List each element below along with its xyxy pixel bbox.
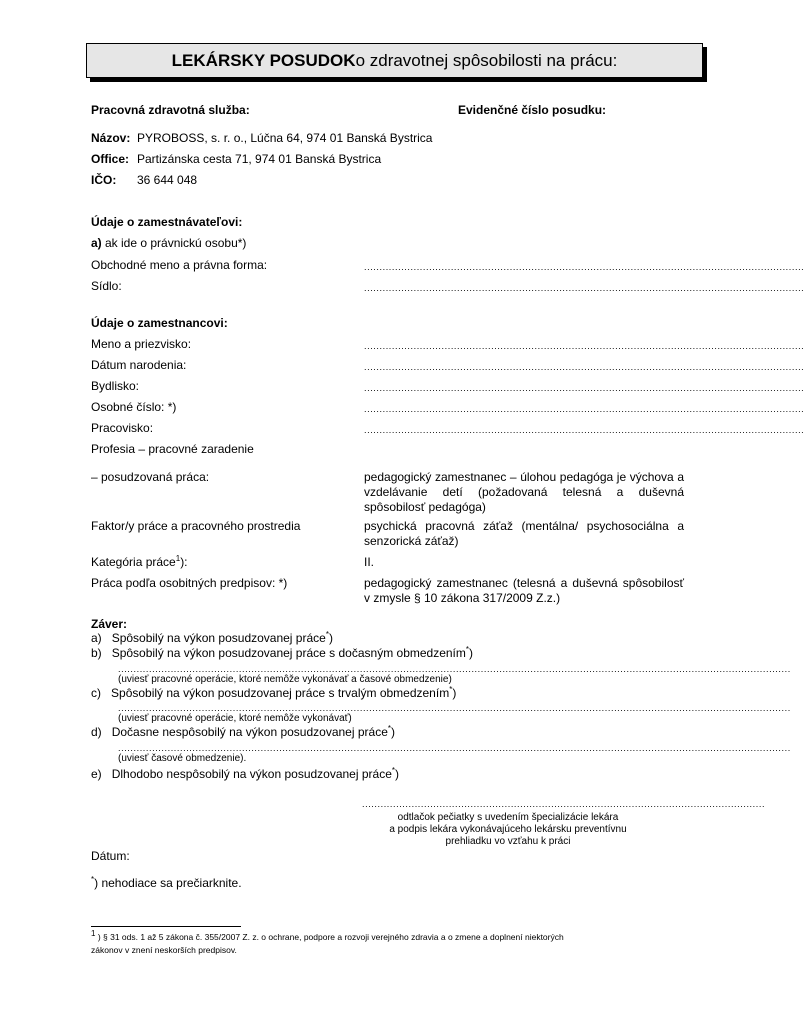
title-box [86, 43, 703, 78]
employer-sub-letter: a) [91, 236, 102, 250]
provider-ico-value: 36 644 048 [137, 173, 198, 187]
work-value: pedagogický zamestnanec – úlohou pedagóga je výchova a vzdelávanie detí (požadovaná telesná a duševná spôsobilosť pedagóga) [364, 470, 684, 514]
provider-name-label: Názov: [91, 131, 131, 145]
star-mark: * [449, 685, 453, 694]
conclusion-heading: Záver: [91, 617, 128, 631]
employee-field-label: Bydlisko: [91, 379, 140, 393]
employee-heading: Údaje o zamestnancovi: [91, 316, 228, 330]
star-mark: * [325, 630, 329, 639]
conclusion-text: Spôsobilý na výkon posudzovanej práce [111, 631, 326, 645]
employee-birthdate-blank[interactable]: .............................................................................................................................................. [364, 362, 804, 372]
conclusion-item-e[interactable] [91, 767, 399, 781]
employer-heading: Údaje o zamestnávateľovi: [91, 215, 243, 229]
factors-value: psychická pracovná záťaž (mentálna/ psychosociálna a senzorická záťaž) [364, 519, 684, 548]
footnote-mark: 1 [91, 929, 96, 939]
employee-number-blank[interactable]: .............................................................................................................................................. [364, 404, 804, 414]
special-label: Práca podľa osobitných predpisov: *) [91, 576, 288, 590]
title-rest: o zdravotnej spôsobilosti na prácu: [355, 50, 618, 70]
conclusion-b-blank[interactable]: ......................................................................................................................................................................................................................... [118, 664, 791, 674]
conclusion-c-blank[interactable]: ......................................................................................................................................................................................................................... [118, 703, 791, 713]
category-footnote-mark: 1 [175, 554, 181, 563]
employer-seat-blank[interactable]: .............................................................................................................................................. [364, 283, 804, 293]
footnote-line-1 [91, 929, 564, 942]
provider-name-value: PYROBOSS, s. r. o., Lúčna 64, 974 01 Banská Bystrica [137, 131, 433, 145]
conclusion-c-note: (uviesť pracovné operácie, ktoré nemôže vykonávať) [118, 713, 352, 724]
conclusion-letter: c) [91, 686, 101, 700]
employer-subheading [91, 236, 246, 250]
date-label: Dátum: [91, 849, 130, 863]
employer-field-label: Obchodné meno a právna forma: [91, 258, 268, 272]
paren-mark: ) [469, 646, 474, 660]
conclusion-text: Spôsobilý na výkon posudzovanej práce s trvalým obmedzením [111, 686, 450, 700]
paren-mark: ) [328, 631, 333, 645]
employee-workplace-blank[interactable]: .............................................................................................................................................. [364, 425, 804, 435]
employee-address-blank[interactable]: .............................................................................................................................................. [364, 383, 804, 393]
evidence-label: Evidenčné číslo posudku: [458, 103, 607, 117]
paren-mark: ) [391, 725, 395, 739]
work-label: – posudzovaná práca: [91, 470, 210, 484]
special-value: pedagogický zamestnanec (telesná a duševná spôsobilosť v zmysle § 10 zákona 317/2009 Z.z.) [364, 576, 684, 605]
employer-name-blank[interactable]: .............................................................................................................................................. [364, 262, 804, 272]
employer-field-label: Sídlo: [91, 279, 122, 293]
stamp-line: a podpis lekára vykonávajúceho lekársku preventívnu [389, 824, 627, 835]
star-mark: * [465, 645, 470, 654]
category-label-text: Kategória práce [91, 555, 176, 569]
conclusion-d-blank[interactable]: ......................................................................................................................................................................................................................... [118, 743, 791, 753]
conclusion-item-d[interactable] [91, 725, 395, 739]
provider-ico-label: IČO: [91, 173, 117, 187]
footnote-divider [91, 926, 241, 927]
category-value: II. [364, 555, 375, 569]
star-mark: * [91, 875, 95, 884]
conclusion-letter: e) [91, 767, 102, 781]
stamp-line: odtlačok pečiatky s uvedením špecializácie lekára [397, 812, 619, 823]
service-label: Pracovná zdravotná služba: [91, 103, 250, 117]
factors-label: Faktor/y práce a pracovného prostredia [91, 519, 301, 533]
conclusion-item-a[interactable] [91, 631, 333, 645]
paren-mark: ) [395, 767, 400, 781]
strike-note-text: ) nehodiace sa prečiarknite. [94, 876, 242, 890]
strike-note [91, 876, 242, 890]
conclusion-text: Dlhodobo nespôsobilý na výkon posudzovanej práce [111, 767, 392, 781]
conclusion-b-note: (uviesť pracovné operácie, ktoré nemôže vykonávať a časové obmedzenie) [118, 674, 452, 685]
conclusion-letter: a) [91, 631, 102, 645]
footnote-line-2: zákonov v znení neskorších predpisov. [91, 945, 237, 955]
employee-field-label: Pracovisko: [91, 421, 154, 435]
paren-mark: ) [452, 686, 457, 700]
document-title [86, 43, 703, 78]
employee-profesia-label: Profesia – pracovné zaradenie [91, 442, 254, 456]
star-mark: * [391, 766, 396, 775]
conclusion-item-c[interactable] [91, 686, 456, 700]
conclusion-item-b[interactable] [91, 646, 473, 660]
signature-blank[interactable]: .................................................................................................................................. [362, 799, 766, 809]
employee-field-label: Osobné číslo: *) [91, 400, 177, 414]
employee-field-label: Meno a priezvisko: [91, 337, 192, 351]
footnote-text: ) § 31 ods. 1 až 5 zákona č. 355/2007 Z. z. o ochrane, podpore a rozvoji verejného zdravia a o zmene a doplnení niektorých [95, 932, 564, 942]
employee-name-blank[interactable]: .............................................................................................................................................. [364, 341, 804, 351]
conclusion-text: Spôsobilý na výkon posudzovanej práce s dočasným obmedzením [111, 646, 466, 660]
provider-office-label: Office: [91, 152, 130, 166]
category-label [91, 555, 188, 569]
employer-sub-text: ak ide o právnickú osobu*) [101, 236, 247, 250]
stamp-line: prehliadku vo vzťahu k práci [445, 836, 571, 847]
conclusion-letter: b) [91, 646, 102, 660]
title-bold: LEKÁRSKY POSUDOK [171, 50, 356, 70]
conclusion-d-note: (uviesť časové obmedzenie). [118, 753, 247, 764]
employee-field-label: Dátum narodenia: [91, 358, 187, 372]
provider-office-value: Partizánska cesta 71, 974 01 Banská Bystrica [137, 152, 382, 166]
conclusion-letter: d) [91, 725, 102, 739]
star-mark: * [387, 724, 391, 733]
category-label-suffix: ): [180, 555, 188, 569]
conclusion-text: Dočasne nespôsobilý na výkon posudzovanej práce [111, 725, 388, 739]
